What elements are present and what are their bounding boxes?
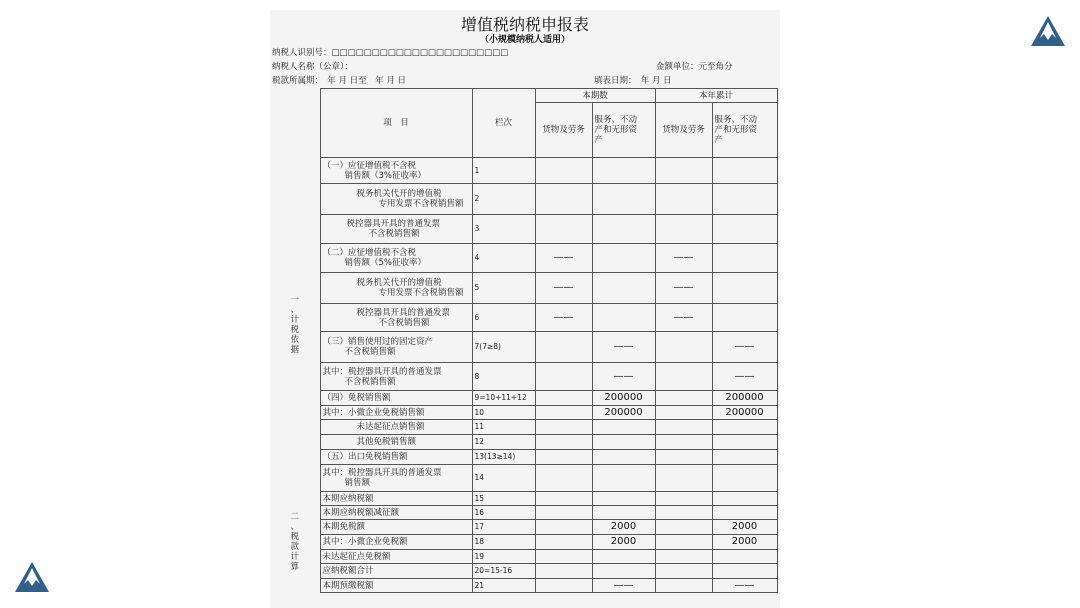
table-row: [270, 304, 777, 332]
current-services-cell[interactable]: [592, 244, 655, 273]
item-label: 税控器具开具的普通发票: [356, 307, 451, 318]
line-number-cell: 2: [472, 184, 535, 215]
line-number-cell: 10: [472, 406, 535, 420]
line-number-cell: 18: [472, 535, 535, 550]
item-label: （三）销售使用过的固定资产: [322, 337, 434, 347]
year-goods-cell[interactable]: [655, 564, 712, 579]
table-row: [270, 363, 777, 391]
services-header: [712, 103, 777, 158]
year-services-cell[interactable]: [712, 304, 777, 332]
line-number-cell: 13(13≥14): [472, 450, 535, 465]
current-goods-cell[interactable]: ——: [535, 273, 592, 304]
item-cell: [320, 492, 472, 506]
item-cell: [320, 244, 472, 273]
item-label: 未达起征点销售额: [356, 422, 425, 432]
item-label: 税控器具开具的普通发票: [346, 219, 441, 229]
table-row: [270, 506, 777, 520]
item-label: 税务机关代开的增值税: [356, 278, 442, 288]
year-goods-cell[interactable]: [655, 506, 712, 520]
item-cell: [320, 520, 472, 535]
section-char: 计: [290, 314, 299, 325]
table-row: [270, 435, 777, 450]
services-header-line: 产和无形资: [594, 125, 638, 135]
table-row: [270, 273, 777, 304]
line-number-cell: 16: [472, 506, 535, 520]
item-cell: [320, 332, 472, 363]
table-row: [270, 391, 777, 406]
year-goods-cell[interactable]: ——: [655, 244, 712, 273]
current-services-cell[interactable]: [592, 215, 655, 244]
item-label-continued: 销售额（5%征收率）: [344, 258, 426, 268]
item-cell: [320, 506, 472, 520]
year-goods-cell[interactable]: [655, 465, 712, 492]
year-services-cell[interactable]: [712, 420, 777, 435]
item-label: 本期预缴税额: [322, 580, 374, 591]
current-services-cell[interactable]: [592, 450, 655, 465]
table-row: [270, 158, 777, 184]
year-goods-cell[interactable]: [655, 550, 712, 564]
item-label: （二）应征增值税不含税: [322, 248, 417, 258]
mountain-logo-icon: [1030, 14, 1066, 48]
item-cell: [320, 535, 472, 550]
current-goods-cell[interactable]: [535, 506, 592, 520]
item-cell: [320, 420, 472, 435]
table-row: [270, 244, 777, 273]
item-cell: [320, 304, 472, 332]
item-label: 应纳税额合计: [322, 566, 374, 576]
line-number-cell: 21: [472, 579, 535, 593]
item-cell: [320, 579, 472, 593]
line-number-cell: 14: [472, 465, 535, 492]
item-header: 项 目: [320, 89, 472, 158]
section-tax-basis-label: [270, 158, 320, 492]
current-goods-cell[interactable]: [535, 450, 592, 465]
item-cell: [320, 465, 472, 492]
current-goods-cell[interactable]: ——: [535, 304, 592, 332]
section-char: 依: [290, 334, 299, 345]
table-row: [270, 520, 777, 535]
current-goods-cell[interactable]: [535, 535, 592, 550]
year-goods-cell[interactable]: [655, 579, 712, 593]
taxpayer-id-label: 纳税人识别号：□□□□□□□□□□□□□□□□□□□□□□: [272, 48, 509, 58]
current-services-cell[interactable]: [592, 304, 655, 332]
services-header-line: 产: [594, 135, 604, 145]
form-title: 增值税纳税申报表: [460, 15, 589, 34]
declaration-table: [270, 88, 778, 593]
current-services-cell[interactable]: ——: [592, 579, 655, 593]
current-services-cell[interactable]: [592, 465, 655, 492]
item-cell: [320, 435, 472, 450]
year-services-cell[interactable]: ——: [712, 579, 777, 593]
amount-unit-label: 金额单位：元至角分: [656, 62, 733, 72]
services-header: [592, 103, 655, 158]
current-services-cell[interactable]: ——: [592, 332, 655, 363]
item-label-continued: 销售额（3%征收率）: [344, 170, 426, 181]
item-label-continued: 不含税销售额: [344, 347, 396, 357]
table-row: [270, 406, 777, 420]
year-services-cell[interactable]: [712, 450, 777, 465]
item-label: 本期应纳税额: [322, 493, 374, 504]
year-goods-cell[interactable]: [655, 406, 712, 420]
item-label: 税务机关代开的增值税: [356, 189, 442, 199]
current-goods-cell[interactable]: [535, 406, 592, 420]
year-services-cell[interactable]: 2000: [712, 535, 777, 550]
year-services-cell[interactable]: 2000: [712, 520, 777, 535]
current-goods-cell[interactable]: [535, 564, 592, 579]
line-number-cell: 3: [472, 215, 535, 244]
line-number-cell: 5: [472, 273, 535, 304]
current-services-cell[interactable]: [592, 564, 655, 579]
table-row: [270, 564, 777, 579]
services-header-line: 服务、不动: [594, 115, 638, 125]
current-services-cell[interactable]: [592, 492, 655, 506]
year-services-cell[interactable]: ——: [712, 332, 777, 363]
current-goods-cell[interactable]: [535, 579, 592, 593]
year-services-cell[interactable]: 200000: [712, 391, 777, 406]
header-row-1: [270, 89, 777, 103]
section-char: 一: [290, 294, 299, 305]
section-char: 款: [290, 542, 299, 552]
table-row: [270, 492, 777, 506]
line-number-cell: 12: [472, 435, 535, 450]
year-goods-cell[interactable]: [655, 215, 712, 244]
year-goods-cell[interactable]: [655, 492, 712, 506]
year-total-header: 本年累计: [655, 89, 777, 103]
current-services-cell[interactable]: [592, 506, 655, 520]
current-goods-cell[interactable]: [535, 184, 592, 215]
year-services-cell[interactable]: [712, 506, 777, 520]
line-number-cell: 20=15-16: [472, 564, 535, 579]
line-number-cell: 1: [472, 158, 535, 184]
current-goods-cell[interactable]: [535, 158, 592, 184]
form-subtitle: （小规模纳税人适用）: [479, 35, 570, 45]
line-number-cell: 6: [472, 304, 535, 332]
line-header: 栏次: [472, 89, 535, 158]
item-label-continued: 专用发票不含税销售额: [378, 288, 464, 298]
year-services-cell[interactable]: ——: [712, 363, 777, 391]
line-number-cell: 9=10+11+12: [472, 391, 535, 406]
line-number-cell: 15: [472, 492, 535, 506]
current-services-cell[interactable]: [592, 420, 655, 435]
table-row: [270, 465, 777, 492]
item-label: （五）出口免税销售额: [322, 452, 408, 462]
fill-date-label: 填表日期： 年 月 日: [594, 76, 672, 86]
year-goods-cell[interactable]: [655, 391, 712, 406]
table-row: [270, 450, 777, 465]
current-services-cell[interactable]: [592, 550, 655, 564]
section-char: 、: [290, 304, 299, 315]
item-cell: [320, 184, 472, 215]
mountain-logo-icon: [14, 560, 50, 594]
item-label: 其中：小微企业免税额: [322, 537, 408, 547]
item-label: （一）应征增值税不含税: [322, 160, 417, 171]
item-label-continued: 销售额: [344, 478, 371, 488]
year-services-cell[interactable]: [712, 215, 777, 244]
line-number-cell: 17: [472, 520, 535, 535]
current-services-cell[interactable]: 2000: [592, 535, 655, 550]
item-label-continued: 不含税销售额: [368, 229, 420, 239]
year-goods-cell[interactable]: [655, 363, 712, 391]
current-goods-cell[interactable]: ——: [535, 244, 592, 273]
year-goods-cell[interactable]: [655, 435, 712, 450]
section-char: 、: [290, 522, 299, 532]
blank-header-cell: [270, 89, 320, 158]
item-cell: [320, 158, 472, 184]
services-header-line: 服务、不动: [714, 115, 758, 125]
item-label: 其中：税控器具开具的普通发票: [322, 468, 442, 478]
year-services-cell[interactable]: 200000: [712, 406, 777, 420]
year-services-cell[interactable]: [712, 465, 777, 492]
current-goods-cell[interactable]: [535, 215, 592, 244]
table-row: [270, 215, 777, 244]
item-label: 本期应纳税额减征额: [322, 507, 400, 518]
line-number-cell: 8: [472, 363, 535, 391]
item-cell: [320, 450, 472, 465]
year-services-cell[interactable]: [712, 435, 777, 450]
item-label: 其中：税控器具开具的普通发票: [322, 366, 442, 377]
current-goods-cell[interactable]: [535, 520, 592, 535]
current-goods-cell[interactable]: [535, 550, 592, 564]
table-row: [270, 535, 777, 550]
section-char: 税: [290, 324, 299, 335]
current-goods-cell[interactable]: [535, 332, 592, 363]
current-goods-cell[interactable]: [535, 465, 592, 492]
table-row: [270, 184, 777, 215]
goods-header: 货物及劳务: [655, 103, 712, 158]
year-services-cell[interactable]: [712, 564, 777, 579]
item-cell: [320, 550, 472, 564]
services-header-line: 产和无形资: [714, 125, 758, 135]
item-label: 其中：小微企业免税销售额: [322, 407, 425, 418]
current-goods-cell[interactable]: [535, 435, 592, 450]
item-label-continued: 不含税销售额: [378, 317, 430, 328]
taxpayer-name-label: 纳税人名称（公章）：: [272, 62, 353, 72]
current-period-header: 本期数: [535, 89, 655, 103]
year-goods-cell[interactable]: [655, 450, 712, 465]
current-services-cell[interactable]: [592, 158, 655, 184]
current-goods-cell[interactable]: [535, 420, 592, 435]
year-services-cell[interactable]: [712, 244, 777, 273]
item-cell: [320, 391, 472, 406]
item-cell: [320, 406, 472, 420]
item-label: 本期免税额: [322, 522, 366, 532]
item-cell: [320, 564, 472, 579]
year-goods-cell[interactable]: [655, 420, 712, 435]
year-services-cell[interactable]: [712, 273, 777, 304]
current-services-cell[interactable]: 200000: [592, 391, 655, 406]
line-number-cell: 7(7≥8): [472, 332, 535, 363]
item-label-continued: 不含税销售额: [344, 376, 396, 387]
line-number-cell: 4: [472, 244, 535, 273]
year-goods-cell[interactable]: [655, 184, 712, 215]
current-services-cell[interactable]: [592, 184, 655, 215]
section-tax-calc-label: [270, 492, 320, 593]
year-services-cell[interactable]: [712, 550, 777, 564]
item-cell: [320, 363, 472, 391]
table-row: [270, 420, 777, 435]
current-services-cell[interactable]: 200000: [592, 406, 655, 420]
year-goods-cell[interactable]: [655, 520, 712, 535]
item-cell: [320, 215, 472, 244]
year-services-cell[interactable]: [712, 492, 777, 506]
section-char: 算: [290, 562, 299, 572]
current-services-cell[interactable]: 2000: [592, 520, 655, 535]
current-services-cell[interactable]: ——: [592, 363, 655, 391]
year-goods-cell[interactable]: ——: [655, 304, 712, 332]
item-label: 其他免税销售额: [356, 437, 417, 447]
current-goods-cell[interactable]: [535, 391, 592, 406]
section-char: 税: [290, 532, 299, 542]
period-label: 税款所属期： 年 月 日至 年 月 日: [272, 76, 407, 86]
line-number-cell: 19: [472, 550, 535, 564]
tax-return-form: [270, 10, 780, 608]
current-services-cell[interactable]: [592, 273, 655, 304]
item-cell: [320, 273, 472, 304]
year-services-cell[interactable]: [712, 184, 777, 215]
year-goods-cell[interactable]: [655, 535, 712, 550]
line-number-cell: 11: [472, 420, 535, 435]
current-goods-cell[interactable]: [535, 363, 592, 391]
services-header-line: 产: [714, 135, 724, 145]
section-char: 计: [290, 552, 299, 562]
item-label: 未达起征点免税额: [322, 551, 391, 562]
year-goods-cell[interactable]: [655, 332, 712, 363]
year-services-cell[interactable]: [712, 158, 777, 184]
table-row: [270, 579, 777, 593]
table-row: [270, 550, 777, 564]
item-label: （四）免税销售额: [322, 393, 391, 403]
table-row: [270, 332, 777, 363]
item-label-continued: 专用发票不含税销售额: [378, 199, 464, 209]
section-char: 二: [290, 512, 299, 522]
current-services-cell[interactable]: [592, 435, 655, 450]
goods-header: 货物及劳务: [535, 103, 592, 158]
current-goods-cell[interactable]: [535, 492, 592, 506]
year-goods-cell[interactable]: ——: [655, 273, 712, 304]
section-char: 据: [290, 344, 299, 355]
year-goods-cell[interactable]: [655, 158, 712, 184]
